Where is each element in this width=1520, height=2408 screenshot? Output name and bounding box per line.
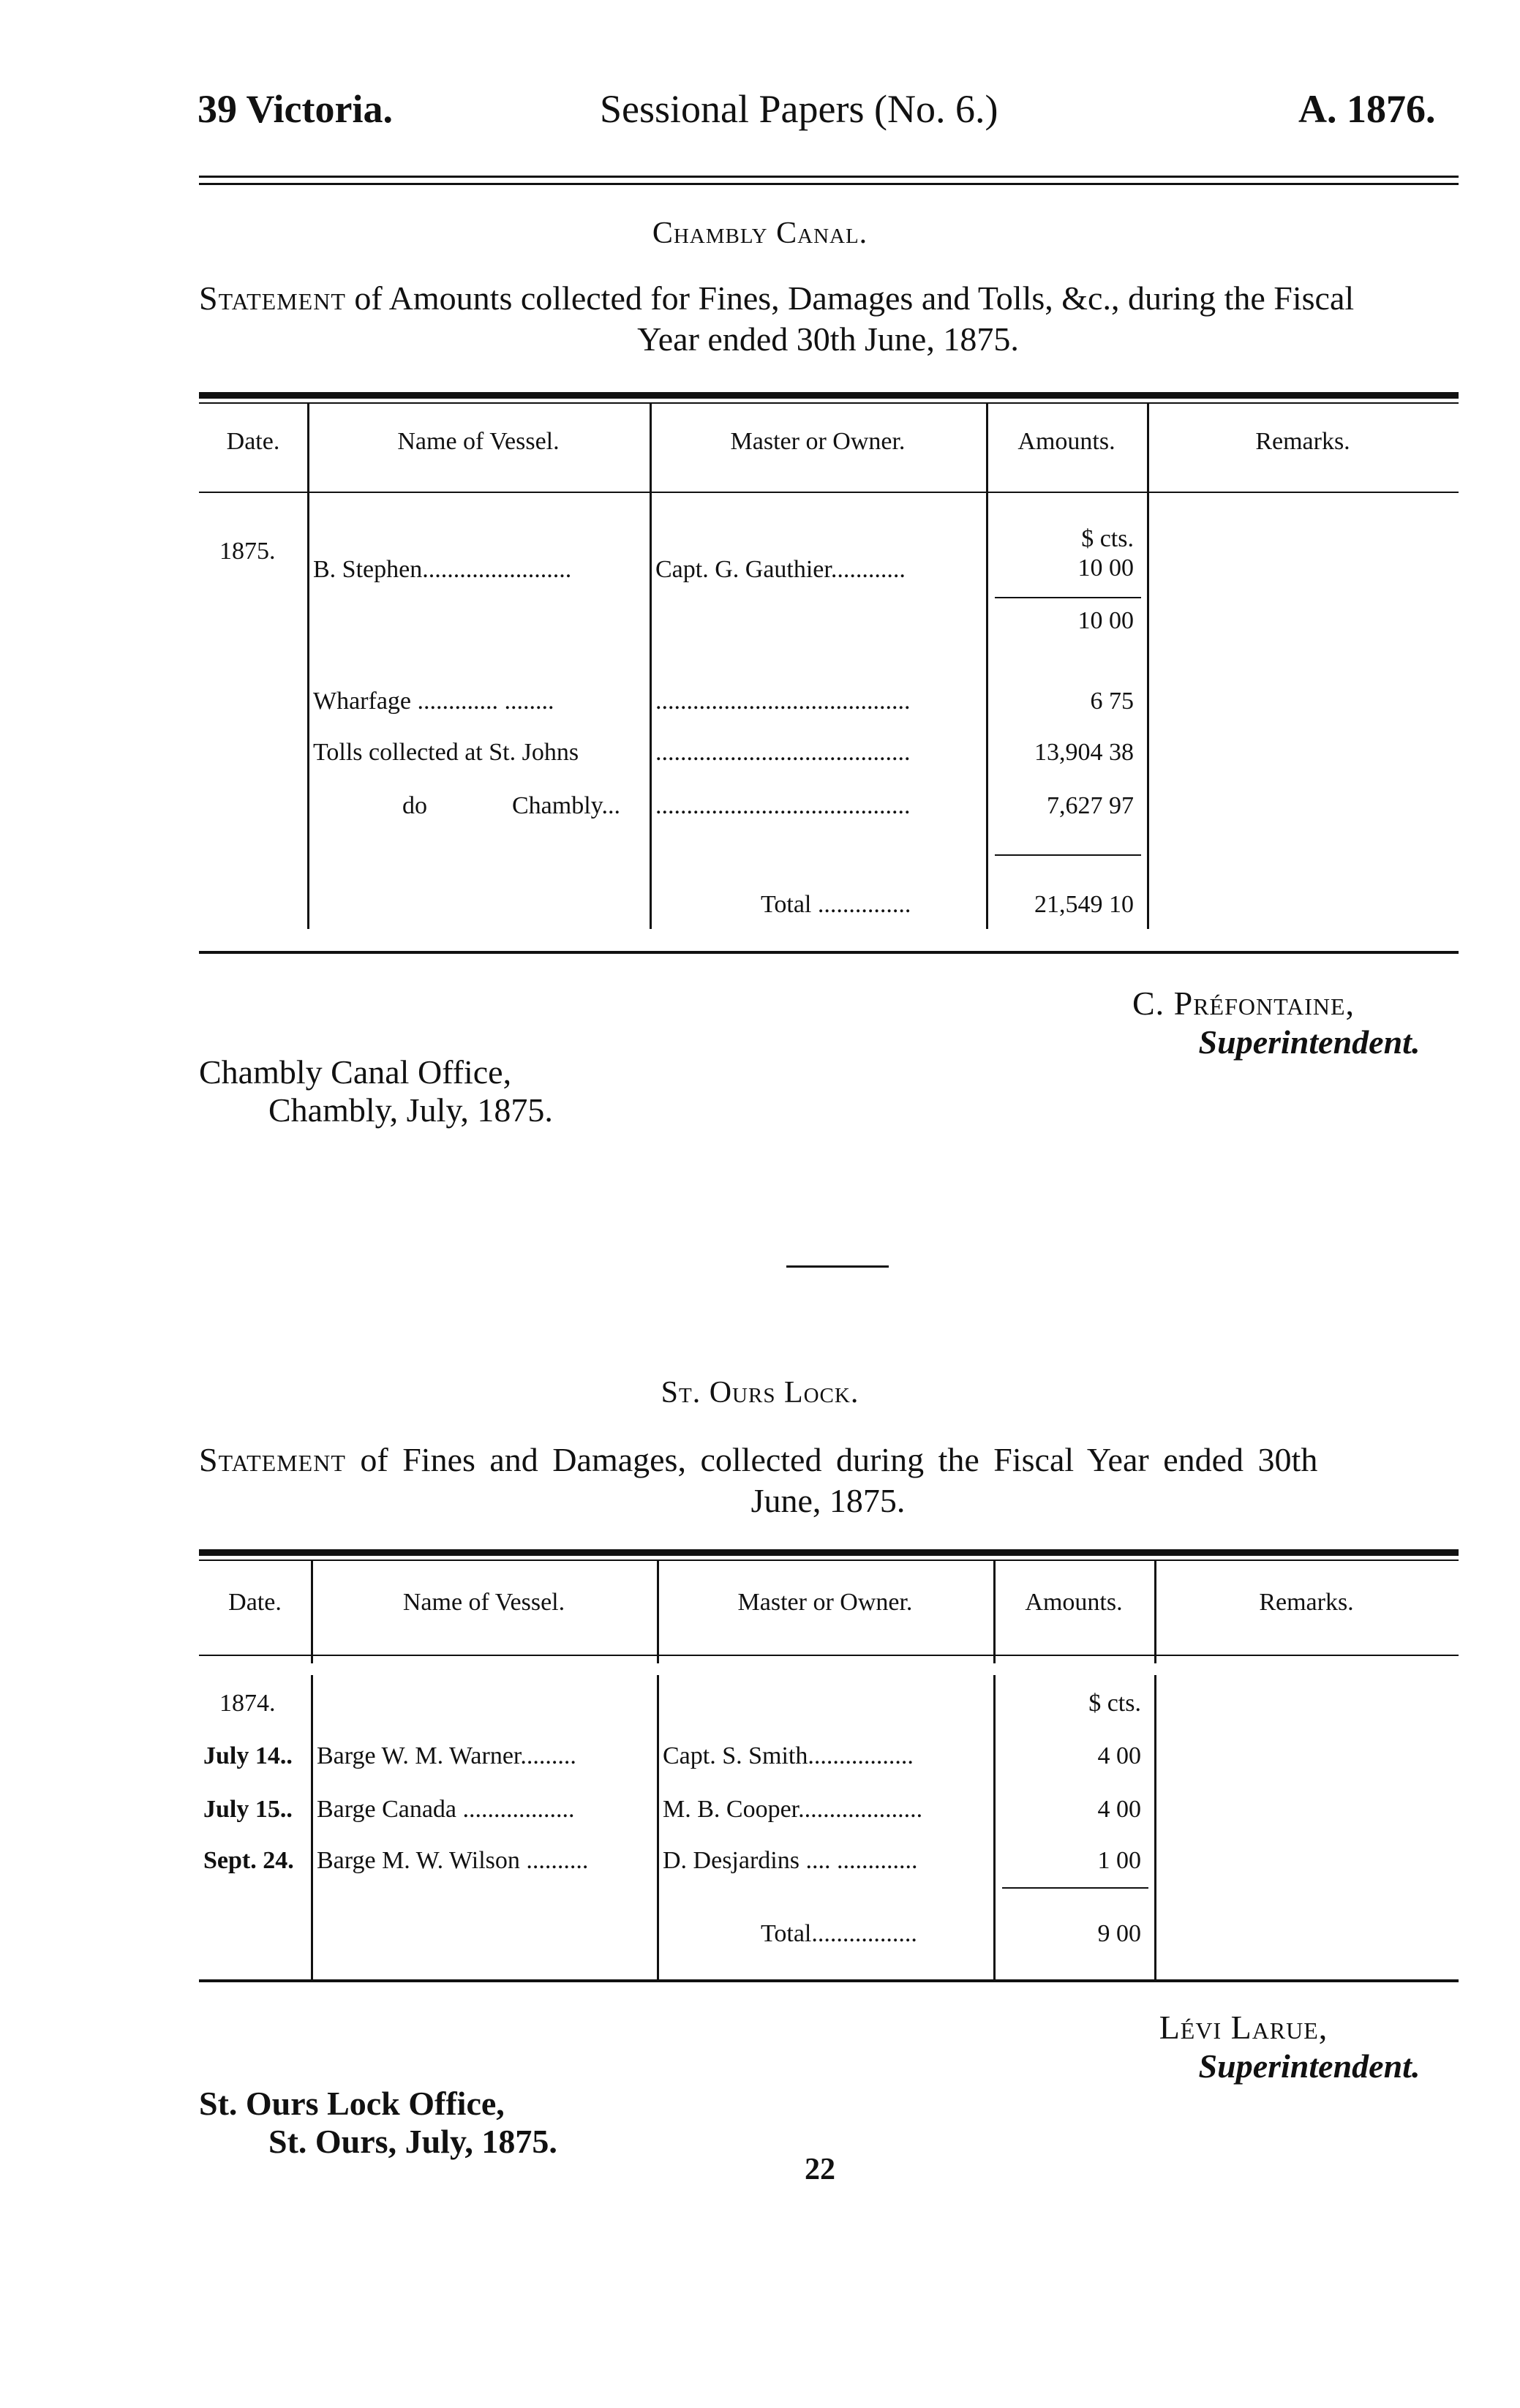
- t1-col-amounts: Amounts.: [1017, 428, 1115, 455]
- t1-tolls-stjohns-amount: 13,904 38: [1034, 739, 1134, 766]
- t1-col-date: Date.: [226, 428, 280, 455]
- section1-office-line1: Chambly Canal Office,: [199, 1053, 512, 1091]
- t2-currency-header: $ cts.: [1088, 1690, 1141, 1717]
- t1-wharfage-master: .........................................: [655, 688, 911, 715]
- section2-office-line2: St. Ours, July, 1875.: [268, 2123, 557, 2160]
- t1-tolls-chambly-master: .........................................: [655, 792, 911, 819]
- t1-total-rule: [995, 854, 1141, 856]
- t2-year: 1874.: [219, 1690, 276, 1717]
- t2-row2-master: M. B. Cooper....................: [663, 1796, 923, 1823]
- t2-row3-vessel: Barge M. W. Wilson ..........: [317, 1847, 589, 1874]
- head-rule-bottom: [199, 183, 1459, 185]
- section2-title: St. Ours Lock.: [661, 1376, 859, 1410]
- table2-bottom-rule: [199, 1979, 1459, 1982]
- section2-signature-title: Superintendent.: [1198, 2047, 1421, 2085]
- t2-row2-amount: 4 00: [1097, 1796, 1141, 1823]
- t2-col-date: Date.: [228, 1589, 282, 1616]
- t2-row3-amount: 1 00: [1097, 1847, 1141, 1874]
- table2-header-rule: [199, 1655, 1459, 1656]
- t1-subtotal-rule: [995, 597, 1141, 598]
- running-head-right: A. 1876.: [1298, 87, 1436, 131]
- t1-subtotal: 10 00: [1077, 607, 1134, 634]
- section1-signature: [1039, 984, 1448, 1061]
- t2-col-master: Master or Owner.: [737, 1589, 913, 1616]
- section2-statement-line1: of Fines and Damages, collected during the Fiscal Year ended 30th: [345, 1441, 1318, 1478]
- table2-top-rule-thin: [199, 1559, 1459, 1561]
- t2-col-vessel: Name of Vessel.: [402, 1589, 565, 1616]
- table1-bottom-rule: [199, 951, 1459, 954]
- t1-row-amount: 10 00: [1077, 554, 1134, 582]
- section1-office: [199, 1053, 553, 1129]
- table1-top-rule-thin: [199, 402, 1459, 404]
- section2-office-line1: St. Ours Lock Office,: [199, 2085, 505, 2122]
- head-rule-top: [199, 176, 1459, 178]
- t1-total-amount: 21,549 10: [1034, 891, 1134, 918]
- t1-tolls-stjohns-label: Tolls collected at St. Johns: [313, 739, 579, 766]
- section1-office-line2: Chambly, July, 1875.: [268, 1091, 553, 1129]
- section2-signature: [1039, 2008, 1448, 2085]
- t1-row-vessel: B. Stephen........................: [313, 556, 572, 583]
- t2-row2-date: July 15..: [203, 1796, 293, 1823]
- t2-total-amount: 9 00: [1097, 1920, 1141, 1947]
- t2-col-remarks: Remarks.: [1259, 1589, 1354, 1616]
- t2-row1-amount: 4 00: [1097, 1742, 1141, 1769]
- t1-currency-header: $ cts.: [1081, 525, 1134, 552]
- t1-col-remarks: Remarks.: [1255, 428, 1350, 455]
- t1-col-vessel: Name of Vessel.: [397, 428, 560, 455]
- section1-statement: [199, 278, 1457, 360]
- t2-row2-vessel: Barge Canada ..................: [317, 1796, 575, 1823]
- t1-tolls-chambly-label: Chambly...: [512, 792, 620, 819]
- section2-statement: [199, 1440, 1457, 1521]
- table1-top-rule: [199, 392, 1459, 399]
- t2-row1-master: Capt. S. Smith.................: [663, 1742, 914, 1769]
- section1-statement-lead: Statement: [199, 279, 346, 317]
- section2-statement-lead: Statement: [199, 1441, 346, 1478]
- section1-statement-line1: of Amounts collected for Fines, Damages and Tolls, &c., during the Fiscal: [345, 279, 1355, 317]
- section1-statement-line2: Year ended 30th June, 1875.: [637, 320, 1019, 358]
- section1-title: Chambly Canal.: [652, 217, 868, 250]
- section-divider: [786, 1265, 889, 1268]
- t1-wharfage-amount: 6 75: [1090, 688, 1134, 715]
- section2-office: [199, 2085, 557, 2161]
- page-number: 22: [805, 2153, 835, 2186]
- t1-tolls-chambly-amount: 7,627 97: [1047, 792, 1134, 819]
- running-head-center: Sessional Papers (No. 6.): [600, 87, 998, 131]
- t1-row-master: Capt. G. Gauthier............: [655, 556, 906, 583]
- t1-tolls-chambly-do: do: [402, 792, 427, 819]
- running-head-left: 39 Victoria.: [197, 87, 393, 131]
- t2-row3-master: D. Desjardins .... .............: [663, 1847, 918, 1874]
- section1-signature-title: Superintendent.: [1198, 1023, 1421, 1061]
- t1-tolls-stjohns-master: .........................................: [655, 739, 911, 766]
- t1-wharfage-label: Wharfage ............. ........: [313, 688, 554, 715]
- t2-total-rule: [1002, 1887, 1148, 1889]
- t1-col-master: Master or Owner.: [730, 428, 906, 455]
- t2-total-label: Total.................: [761, 1920, 917, 1947]
- t2-row1-date: July 14..: [203, 1742, 293, 1769]
- t2-row1-vessel: Barge W. M. Warner.........: [317, 1742, 576, 1769]
- t2-row3-date: Sept. 24.: [203, 1847, 294, 1874]
- table2-top-rule: [199, 1549, 1459, 1556]
- table1-header-rule: [199, 492, 1459, 493]
- section2-statement-line2: June, 1875.: [750, 1482, 906, 1519]
- section1-signature-name: C. Préfontaine,: [1132, 985, 1355, 1022]
- t2-col-amounts: Amounts.: [1025, 1589, 1123, 1616]
- t1-year: 1875.: [219, 538, 276, 565]
- t1-total-label: Total ...............: [761, 891, 911, 918]
- section2-signature-name: Lévi Larue,: [1159, 2009, 1328, 2046]
